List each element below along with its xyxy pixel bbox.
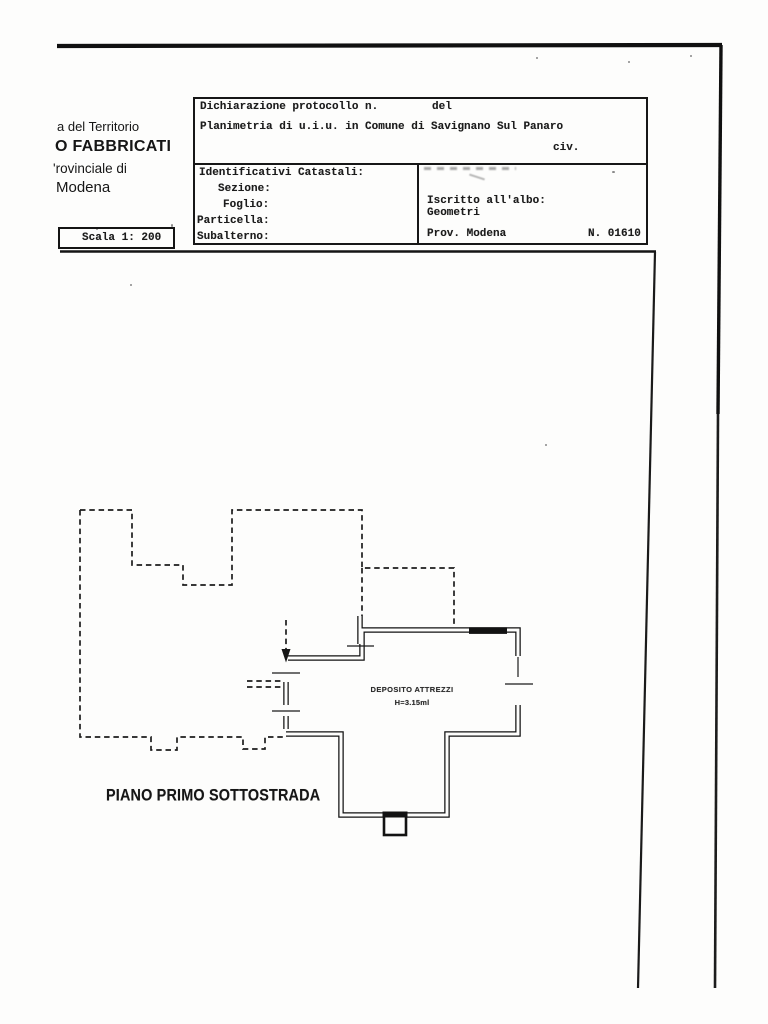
room-height-label: H=3.15ml xyxy=(394,698,430,707)
scan-noise-dot xyxy=(130,284,132,286)
scan-noise-dot xyxy=(536,57,538,59)
planimetria-line: Planimetria di u.i.u. in Comune di Savignano Sul Panaro xyxy=(200,121,564,133)
agency-name-line4: Modena xyxy=(56,179,111,196)
bottom-hatch-box xyxy=(383,812,408,836)
agency-name-line2: O FABBRICATI xyxy=(55,138,172,155)
catastali-sezione: Sezione: xyxy=(218,183,271,195)
catastali-particella: Particella: xyxy=(197,215,270,227)
room-walls xyxy=(286,616,518,815)
room-name-label: DEPOSITO ATTREZZI xyxy=(370,685,454,694)
scan-noise-dot xyxy=(690,55,692,57)
scan-noise-dot xyxy=(545,444,547,446)
scale-label: Scala 1: 200 xyxy=(82,232,162,244)
albo-provincia-label: Prov. Modena xyxy=(427,228,507,240)
declaration-box-divider-horizontal xyxy=(193,163,648,165)
catastali-subalterno: Subalterno: xyxy=(197,231,270,243)
protocol-label: Dichiarazione protocollo n. xyxy=(200,101,379,113)
declaration-box-divider-vertical xyxy=(417,163,419,245)
civ-label: civ. xyxy=(553,142,580,154)
albo-numero-label: N. 01610 xyxy=(588,228,641,240)
catastali-title: Identificativi Catastali: xyxy=(199,167,365,179)
floor-title-label: PIANO PRIMO SOTTOSTRADA xyxy=(106,787,321,805)
agency-name-line1: a del Territorio xyxy=(57,119,140,134)
catastali-foglio: Foglio: xyxy=(223,199,270,211)
illegible-smudge xyxy=(424,167,516,170)
scan-noise-dot xyxy=(628,61,630,63)
albo-iscritto-label: Iscritto all'albo: xyxy=(427,195,546,207)
window-symbol xyxy=(469,627,507,634)
agency-name-line3: 'rovinciale di xyxy=(53,161,127,176)
protocol-del-label: del xyxy=(432,101,452,113)
albo-ordine-label: Geometri xyxy=(427,207,480,219)
